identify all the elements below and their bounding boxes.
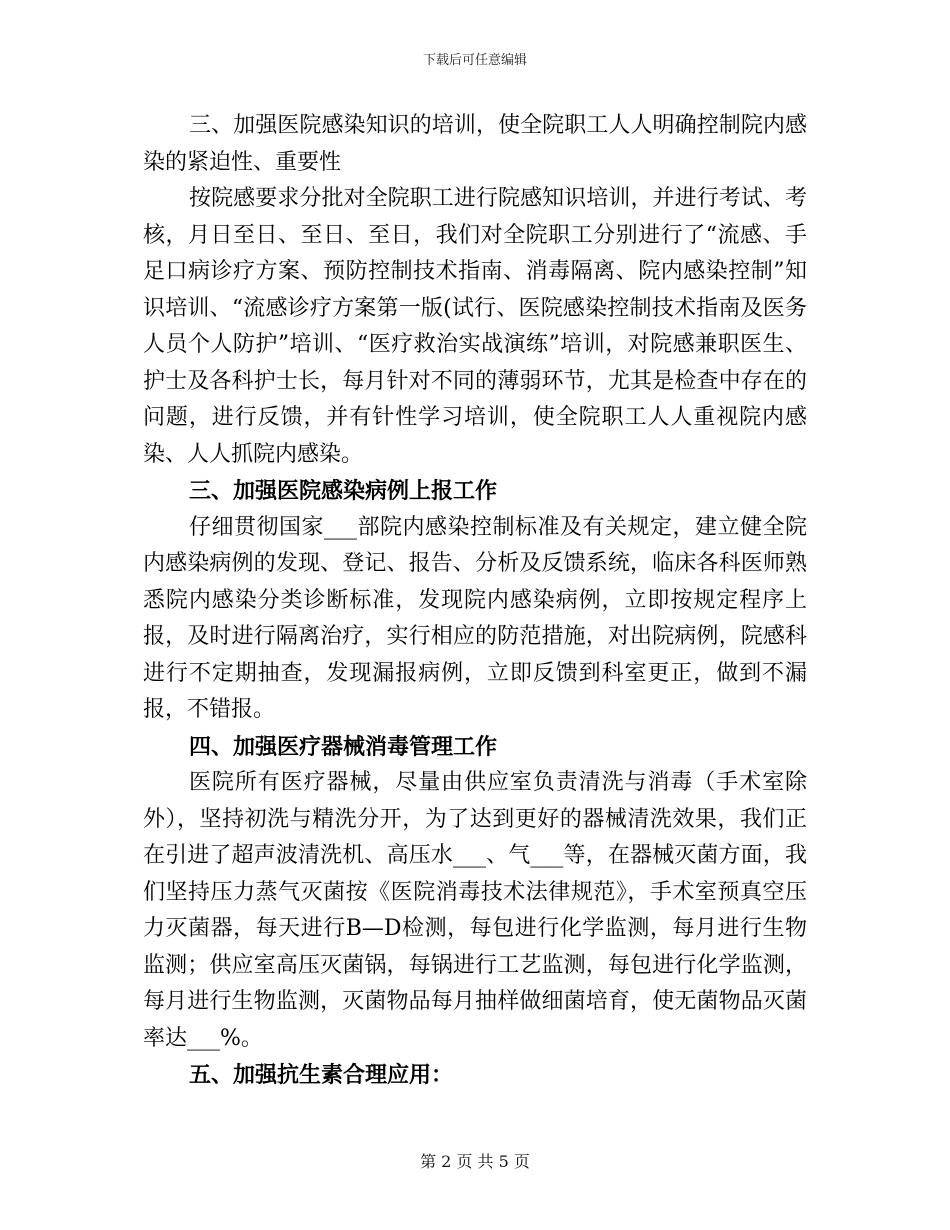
training-paragraph: 按院感要求分批对全院职工进行院感知识培训，并进行考试、考核，月日至日、至日、至日，我们对全院职工分别进行了“流感、手足口病诊疗方案、预防控制技术指南、消毒隔离、院内感染控制”知识培训、“流感诊疗方案第一版(试行、医院感染控制技术指南及医务人员个人防护”培训、“医疗救治实战演练”培训，对院感兼职医生、护士及各科护士长，每月针对不同的薄弱环节，尤其是检查中存在的问题，进行反馈，并有针性学习培训，使全院职工人人重视院内感染、人人抓院内感染。 [143,186,807,467]
section-four-heading: 四、加强医疗器械消毒管理工作 [189,733,498,760]
section-three-reporting-heading: 三、加强医院感染病例上报工作 [189,478,498,504]
page-footer: 第 2 页 共 5 页 [420,1152,530,1171]
reporting-paragraph: 仔细贯彻国家___部院内感染控制标准及有关规定，建立健全院内感染病例的发现、登记、报告、分析及反馈系统，临床各科医师熟悉院内感染分类诊断标准，发现院内感染病例，立即按规定程序上报，及时进行隔离治疗，实行相应的防范措施，对出院病例，院感科进行不定期抽查，发现漏报病例，立即反馈到科室更正，做到不漏报，不错报。 [143,514,807,722]
document-body [143,108,807,1094]
section-three-training-title: 三、加强医院感染知识的培训，使全院职工人人明确控制院内感染的紧迫性、重要性 [143,113,807,175]
disinfection-paragraph: 医院所有医疗器械，尽量由供应室负责清洗与消毒（手术室除外），坚持初洗与精洗分开，为了达到更好的器械清洗效果，我们正在引进了超声波清洗机、高压水___、气___等，在器械灭菌方面，我们坚持压力蒸气灭菌按《医院消毒技术法律规范》，手术室预真空压力灭菌器，每天进行B—D检测，每包进行化学监测，每月进行生物监测；供应室高压灭菌锅，每锅进行工艺监测，每包进行化学监测，每月进行生物监测，灭菌物品每月抽样做细菌培育，使无菌物品灭菌率达___%。 [143,770,807,1051]
section-five-heading: 五、加强抗生素合理应用： [189,1062,454,1088]
page-header: 下载后可任意编辑 [422,53,527,68]
